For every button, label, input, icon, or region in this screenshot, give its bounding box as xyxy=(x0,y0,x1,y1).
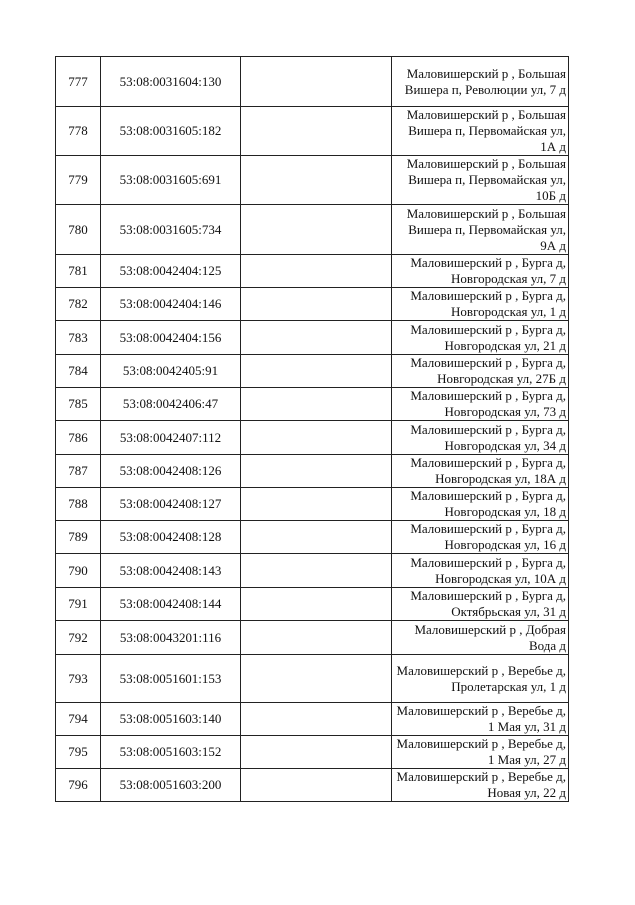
empty-cell xyxy=(241,655,392,703)
cadastral-number: 53:08:0051601:153 xyxy=(101,655,241,703)
address-cell: Маловишерский р , Веребье д, 1 Мая ул, 27 д xyxy=(392,736,569,769)
row-number: 792 xyxy=(56,621,101,655)
cadastral-number: 53:08:0042408:143 xyxy=(101,554,241,588)
row-number: 796 xyxy=(56,769,101,802)
row-number: 784 xyxy=(56,355,101,388)
table-row xyxy=(56,455,569,488)
row-number: 780 xyxy=(56,205,101,255)
cadastral-number: 53:08:0042408:128 xyxy=(101,521,241,554)
row-number: 790 xyxy=(56,554,101,588)
cadastral-number: 53:08:0042408:144 xyxy=(101,588,241,621)
table-row xyxy=(56,255,569,288)
cadastral-number: 53:08:0031604:130 xyxy=(101,57,241,107)
address-cell: Маловишерский р , Бурга д, Новгородская ул, 18 д xyxy=(392,488,569,521)
table-row xyxy=(56,736,569,769)
address-cell: Маловишерский р , Бурга д, Новгородская ул, 18А д xyxy=(392,455,569,488)
table-row xyxy=(56,107,569,156)
cadastral-number: 53:08:0042405:91 xyxy=(101,355,241,388)
empty-cell xyxy=(241,388,392,421)
cadastral-number: 53:08:0051603:140 xyxy=(101,703,241,736)
table-row xyxy=(56,655,569,703)
table-row xyxy=(56,321,569,355)
table-row xyxy=(56,156,569,205)
address-cell: Маловишерский р , Бурга д, Новгородская ул, 10А д xyxy=(392,554,569,588)
table-row xyxy=(56,288,569,321)
cadastral-number: 53:08:0042404:125 xyxy=(101,255,241,288)
row-number: 778 xyxy=(56,107,101,156)
table-body xyxy=(56,57,569,802)
address-cell: Маловишерский р , Бурга д, Новгородская ул, 21 д xyxy=(392,321,569,355)
empty-cell xyxy=(241,421,392,455)
row-number: 777 xyxy=(56,57,101,107)
row-number: 787 xyxy=(56,455,101,488)
address-cell: Маловишерский р , Большая Вишера п, Первомайская ул, 1А д xyxy=(392,107,569,156)
empty-cell xyxy=(241,521,392,554)
empty-cell xyxy=(241,57,392,107)
table-row xyxy=(56,554,569,588)
cadastral-number: 53:08:0051603:200 xyxy=(101,769,241,802)
table-row xyxy=(56,488,569,521)
table-row xyxy=(56,588,569,621)
table-row xyxy=(56,388,569,421)
address-cell: Маловишерский р , Бурга д, Новгородская ул, 16 д xyxy=(392,521,569,554)
empty-cell xyxy=(241,703,392,736)
address-cell: Маловишерский р , Бурга д, Новгородская ул, 1 д xyxy=(392,288,569,321)
empty-cell xyxy=(241,736,392,769)
address-cell: Маловишерский р , Веребье д, 1 Мая ул, 31 д xyxy=(392,703,569,736)
cadastral-number: 53:08:0043201:116 xyxy=(101,621,241,655)
cadastral-number: 53:08:0051603:152 xyxy=(101,736,241,769)
address-cell: Маловишерский р , Добрая Вода д xyxy=(392,621,569,655)
empty-cell xyxy=(241,455,392,488)
cadastral-number: 53:08:0042407:112 xyxy=(101,421,241,455)
empty-cell xyxy=(241,769,392,802)
table-row xyxy=(56,355,569,388)
cadastral-number: 53:08:0031605:734 xyxy=(101,205,241,255)
empty-cell xyxy=(241,255,392,288)
empty-cell xyxy=(241,488,392,521)
row-number: 786 xyxy=(56,421,101,455)
row-number: 781 xyxy=(56,255,101,288)
cadastral-number: 53:08:0042408:127 xyxy=(101,488,241,521)
table-row xyxy=(56,521,569,554)
row-number: 785 xyxy=(56,388,101,421)
table-row xyxy=(56,57,569,107)
row-number: 793 xyxy=(56,655,101,703)
cadastral-number: 53:08:0042404:146 xyxy=(101,288,241,321)
cadastral-number: 53:08:0031605:182 xyxy=(101,107,241,156)
address-cell: Маловишерский р , Бурга д, Новгородская ул, 27Б д xyxy=(392,355,569,388)
cadastral-number: 53:08:0031605:691 xyxy=(101,156,241,205)
cadastral-number: 53:08:0042404:156 xyxy=(101,321,241,355)
address-cell: Маловишерский р , Бурга д, Новгородская ул, 34 д xyxy=(392,421,569,455)
table-row xyxy=(56,769,569,802)
empty-cell xyxy=(241,107,392,156)
table-row xyxy=(56,703,569,736)
empty-cell xyxy=(241,321,392,355)
empty-cell xyxy=(241,621,392,655)
empty-cell xyxy=(241,205,392,255)
address-cell: Маловишерский р , Большая Вишера п, Первомайская ул, 10Б д xyxy=(392,156,569,205)
address-cell: Маловишерский р , Бурга д, Новгородская ул, 7 д xyxy=(392,255,569,288)
row-number: 791 xyxy=(56,588,101,621)
address-cell: Маловишерский р , Бурга д, Октябрьская ул, 31 д xyxy=(392,588,569,621)
row-number: 794 xyxy=(56,703,101,736)
table-row xyxy=(56,621,569,655)
empty-cell xyxy=(241,554,392,588)
empty-cell xyxy=(241,288,392,321)
row-number: 779 xyxy=(56,156,101,205)
address-cell: Маловишерский р , Большая Вишера п, Первомайская ул, 9А д xyxy=(392,205,569,255)
empty-cell xyxy=(241,156,392,205)
address-cell: Маловишерский р , Веребье д, Новая ул, 22 д xyxy=(392,769,569,802)
address-cell: Маловишерский р , Большая Вишера п, Революции ул, 7 д xyxy=(392,57,569,107)
cadastral-number: 53:08:0042406:47 xyxy=(101,388,241,421)
cadastral-number: 53:08:0042408:126 xyxy=(101,455,241,488)
row-number: 788 xyxy=(56,488,101,521)
row-number: 783 xyxy=(56,321,101,355)
table-row xyxy=(56,205,569,255)
row-number: 782 xyxy=(56,288,101,321)
property-table xyxy=(55,56,569,802)
empty-cell xyxy=(241,588,392,621)
table-row xyxy=(56,421,569,455)
row-number: 795 xyxy=(56,736,101,769)
address-cell: Маловишерский р , Веребье д, Пролетарская ул, 1 д xyxy=(392,655,569,703)
empty-cell xyxy=(241,355,392,388)
address-cell: Маловишерский р , Бурга д, Новгородская ул, 73 д xyxy=(392,388,569,421)
row-number: 789 xyxy=(56,521,101,554)
